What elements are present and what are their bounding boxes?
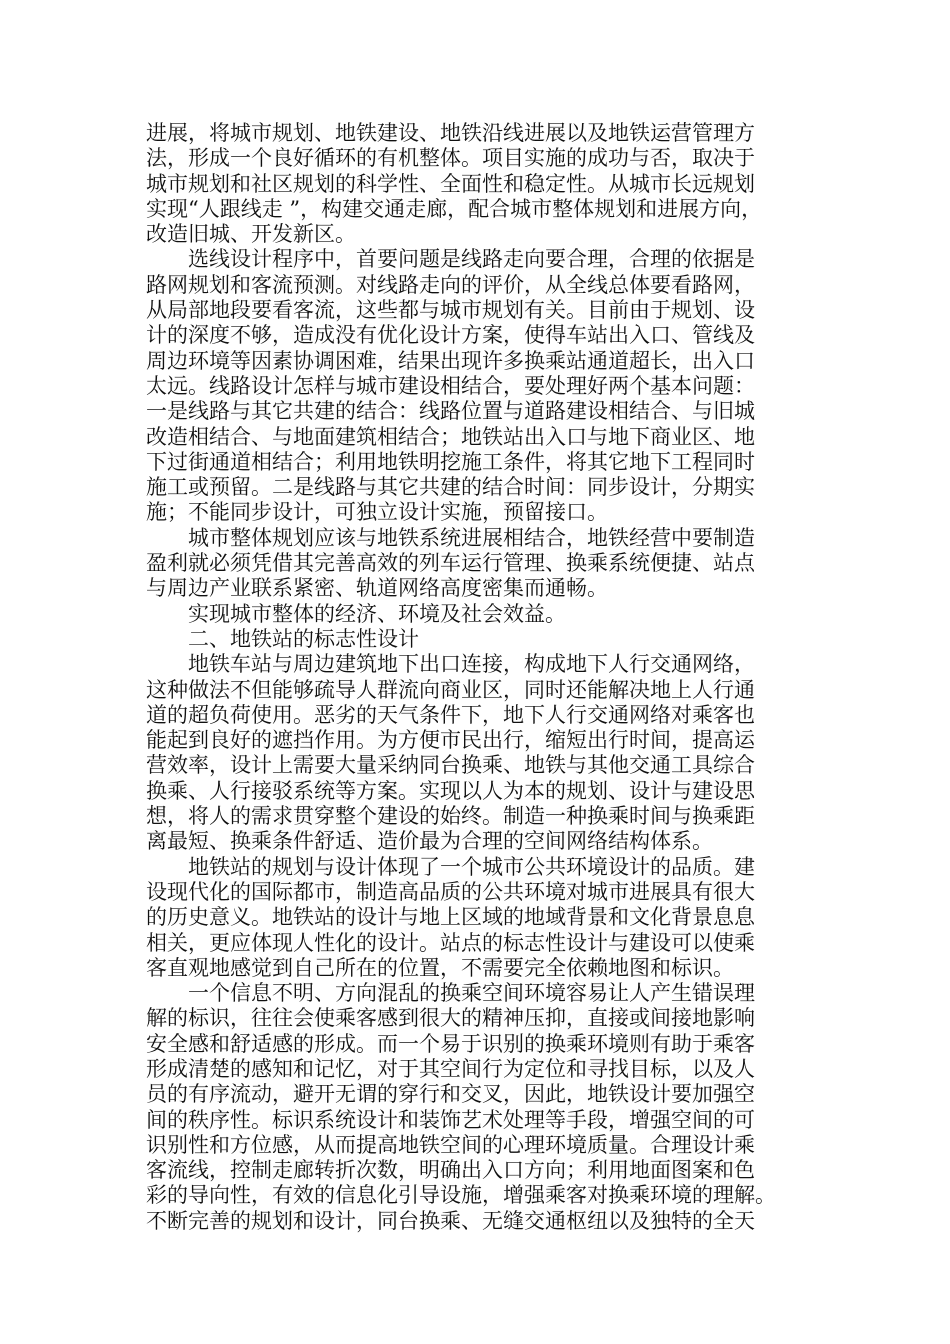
paragraph-first-line: 地铁站的规划与设计体现了一个城市公共环境设计的品质。建 bbox=[188, 854, 755, 879]
text-line: 实现“人跟线走 ”，构建交通走廊，配合城市整体规划和进展方向， bbox=[146, 196, 763, 221]
text-line: 从局部地段要看客流，这些都与城市规划有关。目前由于规划、设 bbox=[146, 298, 755, 323]
text-line: 形成清楚的感知和记忆，对于其空间行为定位和寻找目标，以及人 bbox=[146, 1056, 755, 1081]
text-line: 道的超负荷使用。恶劣的天气条件下，地下人行交通网络对乘客也 bbox=[146, 702, 755, 727]
text-line: 一是线路与其它共建的结合：线路位置与道路建设相结合、与旧城 bbox=[146, 399, 755, 424]
text-line: 施工或预留。二是线路与其它共建的结合时间：同步设计，分期实 bbox=[146, 475, 755, 500]
text-line: 相关，更应体现人性化的设计。站点的标志性设计与建设可以使乘 bbox=[146, 930, 755, 955]
text-line: 解的标识，往往会使乘客感到很大的精神压抑，直接或间接地影响 bbox=[146, 1006, 755, 1031]
paragraph-first-line: 地铁车站与周边建筑地下出口连接，构成地下人行交通网络， bbox=[188, 652, 755, 677]
text-line: 客流线，控制走廊转折次数，明确出入口方向；利用地面图案和色 bbox=[146, 1158, 755, 1183]
text-line: 客直观地感觉到自己所在的位置，不需要完全依赖地图和标识。 bbox=[146, 955, 734, 980]
text-line: 城市规划和社区规划的科学性、全面性和稳定性。从城市长远规划 bbox=[146, 171, 755, 196]
text-line: 间的秩序性。标识系统设计和装饰艺术处理等手段，增强空间的可 bbox=[146, 1107, 755, 1132]
text-line: 离最短、换乘条件舒适、造价最为合理的空间网络结构体系。 bbox=[146, 829, 713, 854]
text-line: 安全感和舒适感的形成。而一个易于识别的换乘环境则有助于乘客 bbox=[146, 1031, 755, 1056]
text-line: 改造相结合、与地面建筑相结合；地铁站出入口与地下商业区、地 bbox=[146, 424, 755, 449]
paragraph-first-line: 选线设计程序中，首要问题是线路走向要合理，合理的依据是 bbox=[188, 247, 755, 272]
text-line: 这种做法不但能够疏导人群流向商业区，同时还能解决地上人行通 bbox=[146, 677, 755, 702]
text-line: 法，形成一个良好循环的有机整体。项目实施的成功与否，取决于 bbox=[146, 146, 755, 171]
paragraph-first-line: 城市整体规划应该与地铁系统进展相结合，地铁经营中要制造 bbox=[188, 525, 755, 550]
text-line: 进展，将城市规划、地铁建设、地铁沿线进展以及地铁运营管理方 bbox=[146, 121, 755, 145]
text-line: 换乘、人行接驳系统等方案。实现以人为本的规划、设计与建设思 bbox=[146, 778, 755, 803]
paragraph-first-line: 一个信息不明、方向混乱的换乘空间环境容易让人产生错误理 bbox=[188, 981, 755, 1006]
text-line: 营效率，设计上需要大量采纳同台换乘、地铁与其他交通工具综合 bbox=[146, 753, 755, 778]
text-line: 想，将人的需求贯穿整个建设的始终。制造一种换乘时间与换乘距 bbox=[146, 804, 755, 829]
text-line: 员的有序流动，避开无谓的穿行和交叉，因此，地铁设计要加强空 bbox=[146, 1082, 755, 1107]
text-line: 盈利就必须凭借其完善高效的列车运行管理、换乘系统便捷、站点 bbox=[146, 551, 755, 576]
text-line: 改造旧城、开发新区。 bbox=[146, 222, 356, 247]
text-line: 识别性和方位感，从而提高地铁空间的心理环境质量。合理设计乘 bbox=[146, 1132, 755, 1157]
text-line: 不断完善的规划和设计，同台换乘、无缝交通枢纽以及独特的全天 bbox=[146, 1208, 755, 1233]
text-line: 设现代化的国际都市，制造高品质的公共环境对城市进展具有很大 bbox=[146, 879, 755, 904]
document-body bbox=[146, 121, 812, 1234]
text-line: 下过街通道相结合；利用地铁明挖施工条件，将其它地下工程同时 bbox=[146, 449, 755, 474]
text-line: 与周边产业联系紧密、轨道网络高度密集而通畅。 bbox=[146, 576, 608, 601]
text-line: 施；不能同步设计，可独立设计实施，预留接口。 bbox=[146, 500, 608, 525]
text-line: 能起到良好的遮挡作用。为方便市民出行，缩短出行时间，提高运 bbox=[146, 728, 755, 753]
text-line: 太远。线路设计怎样与城市建设相结合，要处理好两个基本问题： bbox=[146, 373, 755, 398]
text-line: 的历史意义。地铁站的设计与地上区域的地域背景和文化背景息息 bbox=[146, 905, 755, 930]
text-line: 周边环境等因素协调困难，结果出现许多换乘站通道超长，出入口 bbox=[146, 348, 755, 373]
text-line: 计的深度不够，造成没有优化设计方案，使得车站出入口、管线及 bbox=[146, 323, 755, 348]
text-line: 彩的导向性，有效的信息化引导设施，增强乘客对换乘环境的理解。 bbox=[146, 1183, 776, 1208]
text-line: 路网规划和客流预测。对线路走向的评价，从全线总体要看路网， bbox=[146, 272, 755, 297]
paragraph-first-line: 实现城市整体的经济、环境及社会效益。 bbox=[188, 601, 566, 626]
paragraph-first-line: 二、地铁站的标志性设计 bbox=[188, 626, 419, 651]
